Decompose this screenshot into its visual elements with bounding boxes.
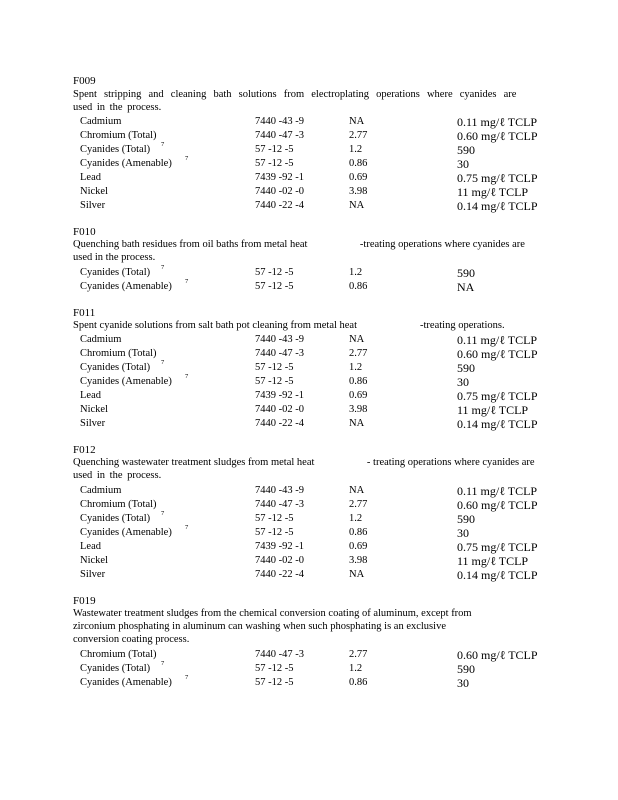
table-row: [0, 662, 618, 676]
table-row: [0, 375, 618, 389]
footnote-marker: 7: [161, 359, 165, 366]
footnote-marker: 7: [185, 373, 189, 380]
nonwastewater-limit: 0.14 mg/ℓ TCLP: [457, 199, 538, 213]
wastewater-value: NA: [349, 418, 365, 429]
table-row: [0, 568, 618, 582]
footnote-marker: 7: [185, 674, 189, 681]
wastewater-value: 3.98: [349, 404, 368, 415]
table-row: [0, 484, 618, 498]
description-line: used in the process.: [73, 252, 156, 263]
table-row: [0, 143, 618, 157]
nonwastewater-limit: 11 mg/ℓ TCLP: [457, 554, 529, 568]
footnote-marker: 7: [161, 141, 165, 148]
cas-number: 7440 -47 -3: [255, 499, 304, 510]
table-row: [0, 185, 618, 199]
wastewater-value: 2.77: [349, 499, 368, 510]
description-line: used in the process.: [73, 102, 162, 113]
constituent-name: Chromium (Total): [80, 348, 157, 359]
table-row: [0, 129, 618, 143]
waste-code: F012: [73, 444, 96, 456]
cas-number: 57 -12 -5: [255, 144, 294, 155]
wastewater-value: 1.2: [349, 362, 363, 373]
table-row: [0, 361, 618, 375]
wastewater-value: 2.77: [349, 348, 368, 359]
description-line: used in the process.: [73, 470, 162, 481]
cas-number: 7440 -02 -0: [255, 555, 304, 566]
description-line: conversion coating process.: [73, 634, 190, 645]
wastewater-value: NA: [349, 200, 365, 211]
table-row: [0, 115, 618, 129]
table-row: [0, 333, 618, 347]
wastewater-value: 0.86: [349, 281, 368, 292]
table-row: [0, 280, 618, 294]
waste-code: F019: [73, 595, 96, 607]
footnote-marker: 7: [185, 524, 189, 531]
table-row: [0, 554, 618, 568]
wastewater-value: 0.86: [349, 158, 368, 169]
wastewater-value: 0.86: [349, 376, 368, 387]
nonwastewater-limit: 590: [457, 143, 475, 157]
wastewater-value: NA: [349, 485, 365, 496]
table-row: [0, 389, 618, 403]
cas-number: 57 -12 -5: [255, 527, 294, 538]
nonwastewater-limit: 30: [457, 526, 469, 540]
constituent-name: Nickel: [80, 404, 108, 415]
constituent-name: Cadmium: [80, 116, 122, 127]
wastewater-value: 1.2: [349, 144, 363, 155]
cas-number: 57 -12 -5: [255, 267, 294, 278]
cas-number: 7439 -92 -1: [255, 541, 304, 552]
wastewater-value: 1.2: [349, 513, 363, 524]
description-line: Spent cyanide solutions from salt bath pot cleaning from metal heat -treating operations.: [73, 320, 505, 331]
nonwastewater-limit: 0.60 mg/ℓ TCLP: [457, 648, 538, 662]
constituent-name: Cyanides (Amenable): [80, 527, 172, 538]
constituent-name: Silver: [80, 569, 106, 580]
constituent-name: Cyanides (Amenable): [80, 677, 172, 688]
cas-number: 7439 -92 -1: [255, 172, 304, 183]
table-row: [0, 266, 618, 280]
cas-number: 57 -12 -5: [255, 663, 294, 674]
nonwastewater-limit: 30: [457, 375, 469, 389]
constituent-name: Nickel: [80, 555, 108, 566]
cas-number: 7440 -22 -4: [255, 200, 304, 211]
nonwastewater-limit: 0.11 mg/ℓ TCLP: [457, 333, 538, 347]
wastewater-value: 0.86: [349, 527, 368, 538]
nonwastewater-limit: 0.60 mg/ℓ TCLP: [457, 347, 538, 361]
waste-code: F009: [73, 75, 96, 87]
wastewater-value: 0.69: [349, 390, 368, 401]
constituent-name: Chromium (Total): [80, 130, 157, 141]
cas-number: 7439 -92 -1: [255, 390, 304, 401]
constituent-name: Cyanides (Total): [80, 144, 151, 155]
nonwastewater-limit: 0.11 mg/ℓ TCLP: [457, 484, 538, 498]
wastewater-value: 3.98: [349, 555, 368, 566]
footnote-marker: 7: [161, 264, 165, 271]
nonwastewater-limit: 0.14 mg/ℓ TCLP: [457, 568, 538, 582]
nonwastewater-limit: NA: [457, 280, 475, 294]
wastewater-value: 3.98: [349, 186, 368, 197]
table-row: [0, 648, 618, 662]
footnote-marker: 7: [161, 660, 165, 667]
nonwastewater-limit: 0.14 mg/ℓ TCLP: [457, 417, 538, 431]
cas-number: 7440 -22 -4: [255, 569, 304, 580]
cas-number: 7440 -47 -3: [255, 649, 304, 660]
nonwastewater-limit: 0.60 mg/ℓ TCLP: [457, 129, 538, 143]
nonwastewater-limit: 590: [457, 266, 475, 280]
description-line: Spent stripping and cleaning bath solutions from electroplating operations where cyanides are: [73, 89, 517, 100]
wastewater-value: 2.77: [349, 649, 368, 660]
wastewater-value: NA: [349, 569, 365, 580]
constituent-name: Cyanides (Total): [80, 362, 151, 373]
table-row: [0, 540, 618, 554]
description-line: zirconium phosphating in aluminum can washing when such phosphating is an exclusive: [73, 621, 446, 632]
nonwastewater-limit: 590: [457, 361, 475, 375]
description-line: Wastewater treatment sludges from the chemical conversion coating of aluminum, except from: [73, 608, 472, 619]
wastewater-value: 0.69: [349, 541, 368, 552]
wastewater-value: NA: [349, 116, 365, 127]
waste-code: F010: [73, 226, 96, 238]
table-row: [0, 171, 618, 185]
constituent-name: Silver: [80, 200, 106, 211]
cas-number: 57 -12 -5: [255, 281, 294, 292]
constituent-name: Lead: [80, 541, 101, 552]
constituent-name: Chromium (Total): [80, 499, 157, 510]
table-row: [0, 498, 618, 512]
constituent-name: Nickel: [80, 186, 108, 197]
constituent-name: Lead: [80, 390, 101, 401]
nonwastewater-limit: 0.75 mg/ℓ TCLP: [457, 389, 538, 403]
cas-number: 57 -12 -5: [255, 376, 294, 387]
cas-number: 7440 -43 -9: [255, 116, 304, 127]
constituent-name: Cyanides (Total): [80, 663, 151, 674]
cas-number: 7440 -02 -0: [255, 404, 304, 415]
cas-number: 7440 -47 -3: [255, 348, 304, 359]
table-row: [0, 417, 618, 431]
nonwastewater-limit: 0.75 mg/ℓ TCLP: [457, 171, 538, 185]
constituent-name: Cadmium: [80, 334, 122, 345]
nonwastewater-limit: 590: [457, 662, 475, 676]
nonwastewater-limit: 0.11 mg/ℓ TCLP: [457, 115, 538, 129]
cas-number: 57 -12 -5: [255, 158, 294, 169]
constituent-name: Silver: [80, 418, 106, 429]
wastewater-value: 0.86: [349, 677, 368, 688]
description-line: Quenching wastewater treatment sludges from metal heat - treating operations where cyanides are: [73, 457, 535, 468]
constituent-name: Chromium (Total): [80, 649, 157, 660]
constituent-name: Cyanides (Total): [80, 513, 151, 524]
cas-number: 7440 -02 -0: [255, 186, 304, 197]
nonwastewater-limit: 30: [457, 157, 469, 171]
constituent-name: Lead: [80, 172, 101, 183]
wastewater-value: NA: [349, 334, 365, 345]
cas-number: 7440 -47 -3: [255, 130, 304, 141]
nonwastewater-limit: 0.75 mg/ℓ TCLP: [457, 540, 538, 554]
table-row: [0, 526, 618, 540]
table-row: [0, 199, 618, 213]
table-row: [0, 676, 618, 690]
constituent-name: Cyanides (Amenable): [80, 158, 172, 169]
constituent-name: Cyanides (Total): [80, 267, 151, 278]
nonwastewater-limit: 30: [457, 676, 469, 690]
footnote-marker: 7: [161, 510, 165, 517]
cas-number: 7440 -43 -9: [255, 485, 304, 496]
cas-number: 7440 -43 -9: [255, 334, 304, 345]
wastewater-value: 2.77: [349, 130, 368, 141]
footnote-marker: 7: [185, 155, 189, 162]
constituent-name: Cyanides (Amenable): [80, 376, 172, 387]
wastewater-value: 1.2: [349, 267, 363, 278]
nonwastewater-limit: 11 mg/ℓ TCLP: [457, 185, 529, 199]
table-row: [0, 157, 618, 171]
waste-code: F011: [73, 307, 96, 319]
cas-number: 57 -12 -5: [255, 362, 294, 373]
wastewater-value: 0.69: [349, 172, 368, 183]
cas-number: 57 -12 -5: [255, 677, 294, 688]
table-row: [0, 512, 618, 526]
footnote-marker: 7: [185, 278, 189, 285]
wastewater-value: 1.2: [349, 663, 363, 674]
table-row: [0, 347, 618, 361]
cas-number: 57 -12 -5: [255, 513, 294, 524]
constituent-name: Cyanides (Amenable): [80, 281, 172, 292]
nonwastewater-limit: 0.60 mg/ℓ TCLP: [457, 498, 538, 512]
table-row: [0, 403, 618, 417]
constituent-name: Cadmium: [80, 485, 122, 496]
nonwastewater-limit: 590: [457, 512, 475, 526]
cas-number: 7440 -22 -4: [255, 418, 304, 429]
description-line: Quenching bath residues from oil baths from metal heat -treating operations where cyanides are: [73, 239, 525, 250]
nonwastewater-limit: 11 mg/ℓ TCLP: [457, 403, 529, 417]
